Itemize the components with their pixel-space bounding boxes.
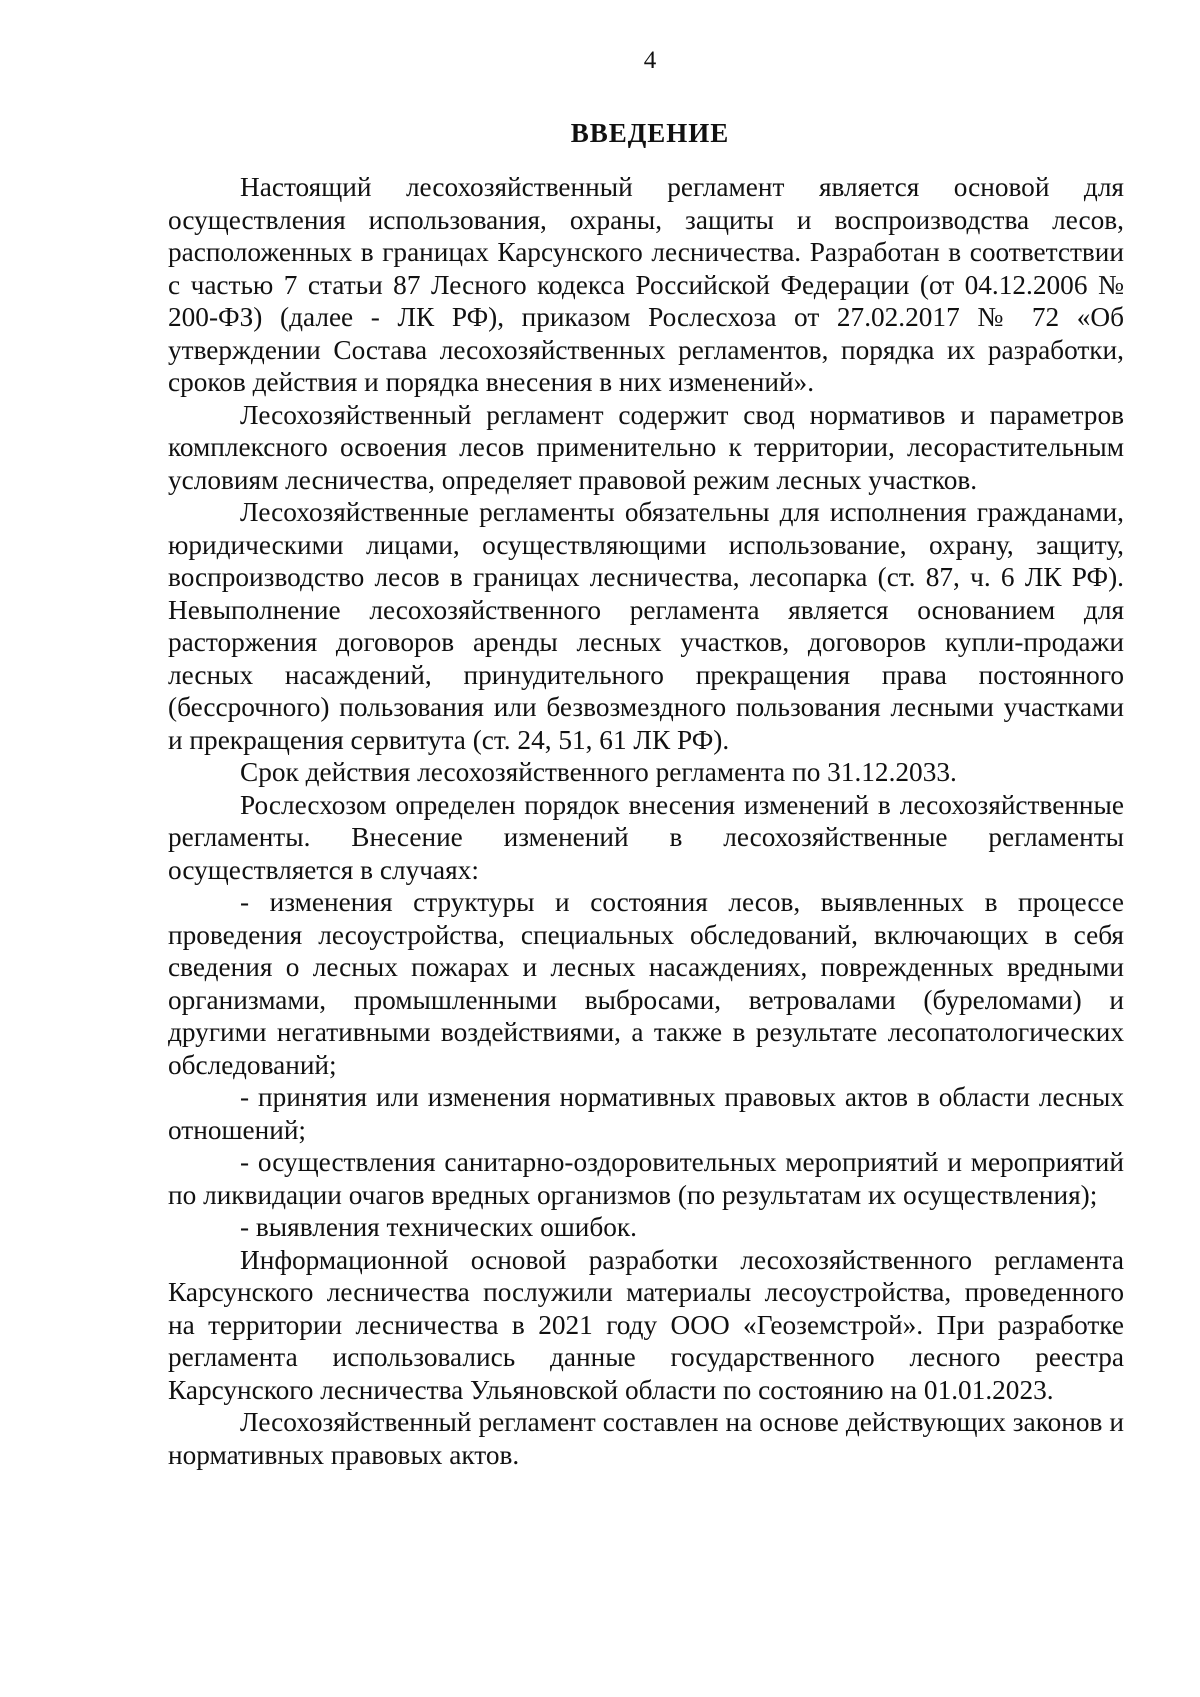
body-text [168,171,1124,1471]
list-item-technical-errors: - выявления технических ошибок. [240,1212,637,1242]
list-item-legal-acts: - принятия или изменения нормативных правовых актов в области лесных отношений; [168,1082,1124,1145]
paragraph-legal-basis: Лесохозяйственный регламент составлен на основе действующих законов и нормативных правовых актов. [168,1407,1124,1470]
paragraph-intro: Настоящий лесохозяйственный регламент является основой для осуществления использования, охраны, защиты и воспроизводства лесов, расположенных в границах Карсунского лесничества. Разработан в соответствии с частью 7 статьи 87 Лесного кодекса Российской Федерации (от 04.12.2006 № 200-ФЗ) (далее - ЛК РФ), приказом Рослесхоза от 27.02.2017 № 72 «Об утверждении Состава лесохозяйственных регламентов, порядка их разработки, сроков действия и порядка внесения в них изменений». [168,172,1124,397]
paragraph-validity: Срок действия лесохозяйственного регламента по 31.12.2033. [240,757,957,787]
page-number: 4 [643,47,657,74]
paragraph-content: Лесохозяйственный регламент содержит свод нормативов и параметров комплексного освоения лесов применительно к территории, лесорастительным условиям лесничества, определяет правовой режим лесных участков. [168,399,1124,495]
paragraph-information-basis: Информационной основой разработки лесохозяйственного регламента Карсунского лесничества послужили материалы лесоустройства, проведенного на территории лесничества в 2021 году ООО «Геоземстрой». При разработке регламента использовались данные государственного лесного реестра Карсунского лесничества Ульяновской области по состоянию на 01.01.2023. [168,1244,1124,1405]
list-item-sanitary-measures: - осуществления санитарно-оздоровительных мероприятий и мероприятий по ликвидации очагов вредных организмов (по результатам их осуществления); [168,1147,1124,1210]
section-heading: ВВЕДЕНИЕ [570,118,730,148]
paragraph-changes: Рослесхозом определен порядок внесения изменений в лесохозяйственные регламенты. Внесение изменений в лесохозяйственные регламенты осуществляется в случаях: [168,789,1124,885]
paragraph-obligation: Лесохозяйственные регламенты обязательны для исполнения гражданами, юридическими лицами, осуществляющими использование, охрану, защиту, воспроизводство лесов в границах лесничества, лесопарка (ст. 87, ч. 6 ЛК РФ). Невыполнение лесохозяйственного регламента является основанием для расторжения договоров аренды лесных участков, договоров купли-продажи лесных насаждений, принудительного прекращения права постоянного (бессрочного) пользования или безвозмездного пользования лесными участками и прекращения сервитута (ст. 24, 51, 61 ЛК РФ). [168,497,1124,755]
list-item-forest-structure: - изменения структуры и состояния лесов, выявленных в процессе проведения лесоустройства, специальных обследований, включающих в себя сведения о лесных пожарах и лесных насаждениях, поврежденных вредными организмами, промышленными выбросами, ветровалами (буреломами) и другими негативными воздействиями, а также в результате лесопатологических обследований; [168,887,1124,1080]
